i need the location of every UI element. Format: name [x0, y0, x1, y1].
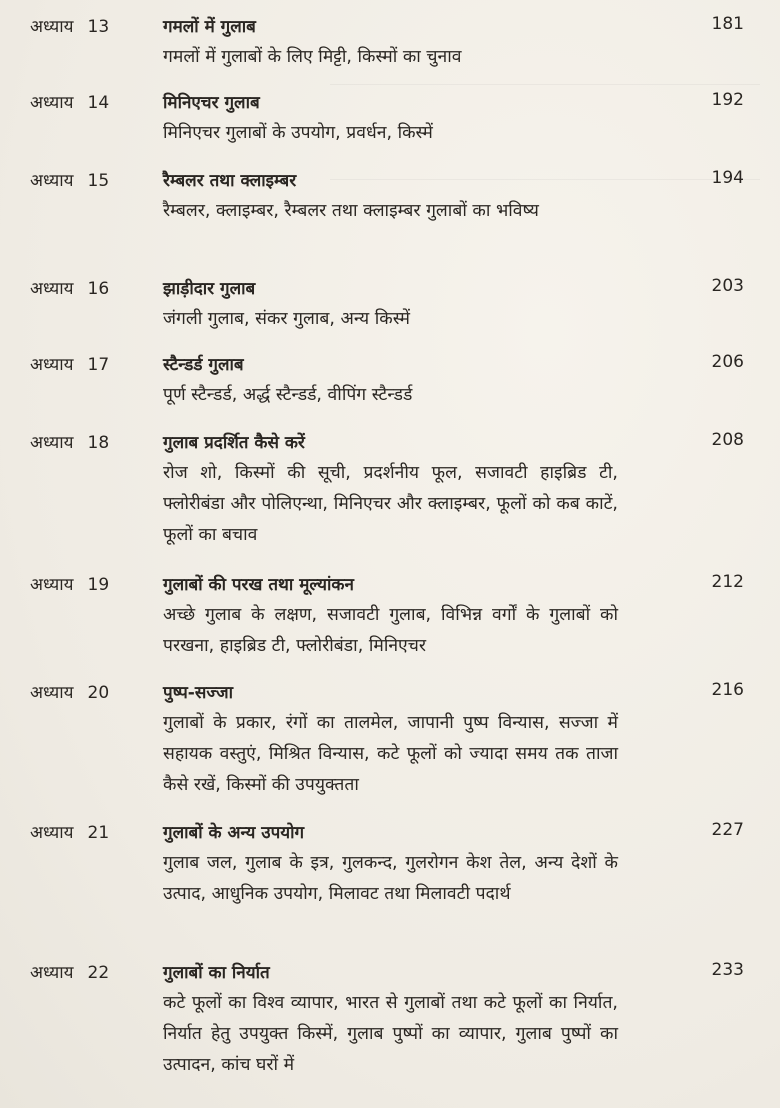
chapter-title: मिनिएचर गुलाब — [163, 93, 260, 113]
chapter-number: 15 — [87, 171, 110, 191]
page-number: 181 — [711, 14, 744, 34]
chapter-number: 21 — [87, 823, 110, 843]
page-number: 208 — [711, 430, 744, 450]
chapter-label: अध्याय 19 — [30, 575, 110, 595]
chapter-number: 22 — [87, 963, 110, 983]
chapter-label: अध्याय 18 — [30, 433, 110, 453]
bleed-through-text — [330, 0, 760, 1108]
chapter-title: पुष्प-सज्जा — [163, 683, 234, 703]
chapter-title: गुलाबों का निर्यात — [163, 963, 270, 983]
chapter-description: गुलाबों के प्रकार, रंगों का तालमेल, जापानी पुष्प विन्यास, सज्जा में सहायक वस्तुएं, मिश्रित विन्यास, कटे फूलों को ज्यादा समय तक ताजा कैसे रखें, किस्मों की उपयुक्तता — [163, 713, 618, 795]
chapter-number: 16 — [87, 279, 110, 299]
chapter-description: रैम्बलर, क्लाइम्बर, रैम्बलर तथा क्लाइम्बर गुलाबों का भविष्य — [163, 201, 539, 221]
chapter-description: अच्छे गुलाब के लक्षण, सजावटी गुलाब, विभिन्न वर्गों के गुलाबों को परखना, हाइब्रिड टी, फ्लोरीबंडा, मिनिएचर — [163, 605, 618, 656]
chapter-title: गुलाब प्रदर्शित कैसे करें — [163, 433, 305, 453]
chapter-label: अध्याय 21 — [30, 823, 110, 843]
chapter-title: गुलाबों के अन्य उपयोग — [163, 823, 305, 843]
chapter-description: रोज शो, किस्मों की सूची, प्रदर्शनीय फूल, सजावटी हाइब्रिड टी, फ्लोरीबंडा और पोलिएन्था, मिनिएचर और क्लाइम्बर, फूलों को कब काटें, फूलों का बचाव — [163, 463, 618, 545]
chapter-title: गुलाबों की परख तथा मूल्यांकन — [163, 575, 354, 595]
chapter-label: अध्याय 13 — [30, 17, 110, 37]
chapter-number: 20 — [87, 683, 110, 703]
chapter-description: गमलों में गुलाबों के लिए मिट्टी, किस्मों का चुनाव — [163, 47, 462, 67]
chapter-label: अध्याय 14 — [30, 93, 110, 113]
chapter-description: कटे फूलों का विश्व व्यापार, भारत से गुलाबों तथा कटे फूलों का निर्यात, निर्यात हेतु उपयुक्त किस्में, गुलाब पुष्पों का व्यापार, गुलाब पुष्पों का उत्पादन, कांच घरों में — [163, 993, 618, 1075]
page-number: 194 — [711, 168, 744, 188]
page-number: 233 — [711, 960, 744, 980]
chapter-number: 13 — [87, 17, 110, 37]
chapter-label: अध्याय 17 — [30, 355, 110, 375]
chapter-title: रैम्बलर तथा क्लाइम्बर — [163, 171, 297, 191]
chapter-label: अध्याय 15 — [30, 171, 110, 191]
chapter-number: 17 — [87, 355, 110, 375]
chapter-number: 18 — [87, 433, 110, 453]
chapter-description: पूर्ण स्टैन्डर्ड, अर्द्ध स्टैन्डर्ड, वीपिंग स्टैन्डर्ड — [163, 385, 413, 405]
chapter-description: जंगली गुलाब, संकर गुलाब, अन्य किस्में — [163, 309, 411, 329]
chapter-number: 19 — [87, 575, 110, 595]
page-number: 206 — [711, 352, 744, 372]
chapter-description: मिनिएचर गुलाबों के उपयोग, प्रवर्धन, किस्में — [163, 123, 433, 143]
page-number: 203 — [711, 276, 744, 296]
page-number: 227 — [711, 820, 744, 840]
chapter-title: गमलों में गुलाब — [163, 17, 256, 37]
chapter-description: गुलाब जल, गुलाब के इत्र, गुलकन्द, गुलरोगन केश तेल, अन्य देशों के उत्पाद, आधुनिक उपयोग, मिलावट तथा मिलावटी पदार्थ — [163, 853, 618, 904]
chapter-label: अध्याय 22 — [30, 963, 110, 983]
chapter-label: अध्याय 20 — [30, 683, 110, 703]
chapter-number: 14 — [87, 93, 110, 113]
chapter-title: झाड़ीदार गुलाब — [163, 279, 256, 299]
page-number: 216 — [711, 680, 744, 700]
page-number: 212 — [711, 572, 744, 592]
chapter-title: स्टैन्डर्ड गुलाब — [163, 355, 244, 375]
page-number: 192 — [711, 90, 744, 110]
chapter-label: अध्याय 16 — [30, 279, 110, 299]
